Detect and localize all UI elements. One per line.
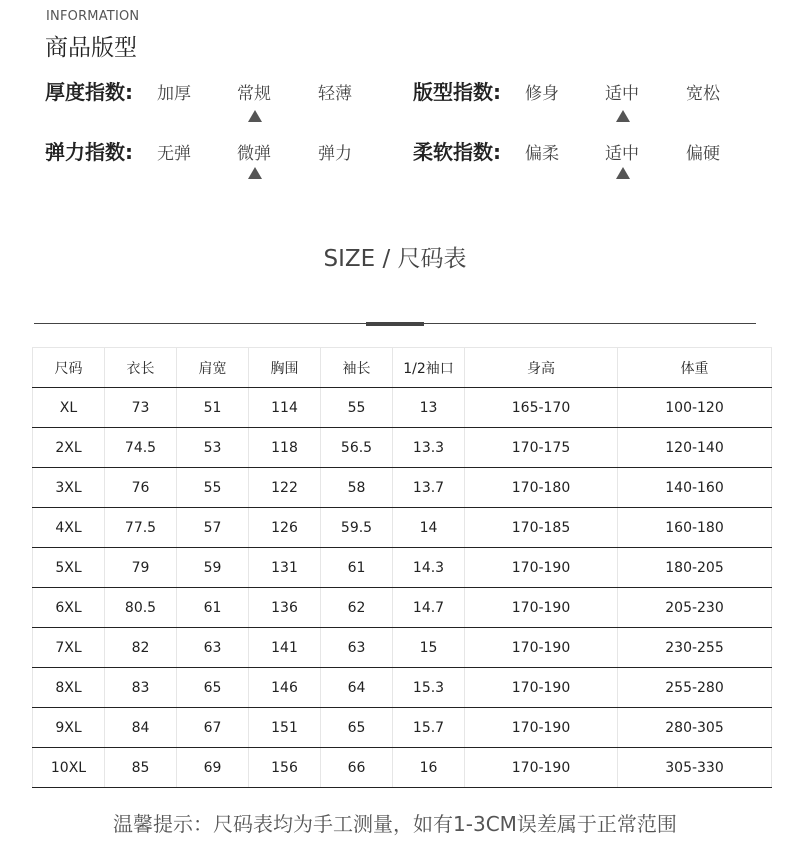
- info-heading-cn: 商品版型: [45, 35, 137, 61]
- table-cell: 280-305: [618, 708, 772, 748]
- table-cell: XL: [33, 388, 105, 428]
- table-cell: 170-190: [465, 548, 618, 588]
- table-row: [33, 708, 772, 748]
- table-cell: 170-190: [465, 628, 618, 668]
- table-cell: 13.3: [393, 428, 465, 468]
- table-cell: 82: [105, 628, 177, 668]
- column-header: 肩宽: [177, 348, 249, 388]
- table-cell: 170-190: [465, 748, 618, 788]
- table-cell: 15.7: [393, 708, 465, 748]
- table-cell: 59.5: [321, 508, 393, 548]
- table-cell: 180-205: [618, 548, 772, 588]
- table-cell: 170-185: [465, 508, 618, 548]
- table-cell: 100-120: [618, 388, 772, 428]
- table-cell: 13: [393, 388, 465, 428]
- table-cell: 67: [177, 708, 249, 748]
- column-header: 身高: [465, 348, 618, 388]
- table-cell: 10XL: [33, 748, 105, 788]
- table-cell: 141: [249, 628, 321, 668]
- attr-elasticity-option: 弹力: [318, 144, 352, 164]
- table-cell: 57: [177, 508, 249, 548]
- attr-softness-option: 偏硬: [686, 144, 720, 164]
- table-cell: 120-140: [618, 428, 772, 468]
- size-chart-title: SIZE / 尺码表: [323, 246, 467, 272]
- attr-fit-option: 宽松: [686, 84, 720, 104]
- table-row: [33, 748, 772, 788]
- column-header: 衣长: [105, 348, 177, 388]
- column-header: 尺码: [33, 348, 105, 388]
- table-cell: 170-180: [465, 468, 618, 508]
- table-cell: 165-170: [465, 388, 618, 428]
- table-cell: 56.5: [321, 428, 393, 468]
- table-cell: 55: [177, 468, 249, 508]
- table-row: [33, 628, 772, 668]
- attr-thickness-label: 厚度指数:: [45, 80, 133, 104]
- attr-thickness-option: 加厚: [157, 84, 191, 104]
- table-cell: 6XL: [33, 588, 105, 628]
- table-cell: 85: [105, 748, 177, 788]
- table-row: [33, 388, 772, 428]
- size-table: [32, 347, 772, 788]
- table-cell: 7XL: [33, 628, 105, 668]
- attr-softness-option: 偏柔: [525, 144, 559, 164]
- table-cell: 4XL: [33, 508, 105, 548]
- attr-elasticity-label: 弹力指数:: [45, 140, 133, 164]
- table-cell: 156: [249, 748, 321, 788]
- table-row: [33, 588, 772, 628]
- selected-indicator-triangle-icon: [616, 110, 630, 122]
- table-cell: 255-280: [618, 668, 772, 708]
- selected-indicator-triangle-icon: [616, 167, 630, 179]
- column-header: 袖长: [321, 348, 393, 388]
- table-cell: 64: [321, 668, 393, 708]
- table-cell: 53: [177, 428, 249, 468]
- table-cell: 305-330: [618, 748, 772, 788]
- table-cell: 61: [177, 588, 249, 628]
- table-cell: 63: [177, 628, 249, 668]
- table-cell: 140-160: [618, 468, 772, 508]
- table-cell: 74.5: [105, 428, 177, 468]
- attr-elasticity-option: 微弹: [237, 144, 271, 164]
- table-row: [33, 428, 772, 468]
- table-cell: 76: [105, 468, 177, 508]
- attr-fit-label: 版型指数:: [413, 80, 501, 104]
- attr-elasticity-option: 无弹: [157, 144, 191, 164]
- attr-thickness-option: 轻薄: [318, 84, 352, 104]
- table-cell: 170-190: [465, 708, 618, 748]
- table-cell: 126: [249, 508, 321, 548]
- table-cell: 63: [321, 628, 393, 668]
- column-header: 胸围: [249, 348, 321, 388]
- table-cell: 205-230: [618, 588, 772, 628]
- table-cell: 16: [393, 748, 465, 788]
- selected-indicator-triangle-icon: [248, 167, 262, 179]
- table-cell: 65: [321, 708, 393, 748]
- section-divider-accent: [366, 322, 424, 326]
- table-cell: 84: [105, 708, 177, 748]
- table-cell: 122: [249, 468, 321, 508]
- table-cell: 14: [393, 508, 465, 548]
- table-cell: 77.5: [105, 508, 177, 548]
- table-row: [33, 508, 772, 548]
- column-header: 1/2袖口: [393, 348, 465, 388]
- table-cell: 114: [249, 388, 321, 428]
- table-header-row: [33, 348, 772, 388]
- table-cell: 230-255: [618, 628, 772, 668]
- table-cell: 65: [177, 668, 249, 708]
- table-cell: 80.5: [105, 588, 177, 628]
- table-cell: 170-175: [465, 428, 618, 468]
- table-cell: 73: [105, 388, 177, 428]
- table-cell: 83: [105, 668, 177, 708]
- info-heading-en: INFORMATION: [46, 9, 140, 24]
- table-cell: 14.7: [393, 588, 465, 628]
- table-cell: 62: [321, 588, 393, 628]
- table-cell: 146: [249, 668, 321, 708]
- table-cell: 14.3: [393, 548, 465, 588]
- table-cell: 13.7: [393, 468, 465, 508]
- table-cell: 170-190: [465, 668, 618, 708]
- attr-fit-option: 修身: [525, 84, 559, 104]
- table-cell: 2XL: [33, 428, 105, 468]
- table-cell: 118: [249, 428, 321, 468]
- table-cell: 59: [177, 548, 249, 588]
- table-cell: 51: [177, 388, 249, 428]
- table-cell: 61: [321, 548, 393, 588]
- table-row: [33, 548, 772, 588]
- attr-fit-option: 适中: [605, 84, 639, 104]
- table-cell: 55: [321, 388, 393, 428]
- attr-thickness-option: 常规: [237, 84, 271, 104]
- table-cell: 131: [249, 548, 321, 588]
- table-row: [33, 468, 772, 508]
- measurement-note: 温馨提示：尺码表均为手工测量，如有1-3CM误差属于正常范围: [113, 812, 677, 836]
- table-cell: 170-190: [465, 588, 618, 628]
- table-row: [33, 668, 772, 708]
- table-cell: 79: [105, 548, 177, 588]
- table-cell: 15: [393, 628, 465, 668]
- column-header: 体重: [618, 348, 772, 388]
- table-cell: 58: [321, 468, 393, 508]
- table-cell: 15.3: [393, 668, 465, 708]
- attr-softness-option: 适中: [605, 144, 639, 164]
- table-cell: 9XL: [33, 708, 105, 748]
- table-cell: 151: [249, 708, 321, 748]
- table-cell: 8XL: [33, 668, 105, 708]
- table-cell: 69: [177, 748, 249, 788]
- attr-softness-label: 柔软指数:: [413, 140, 501, 164]
- table-cell: 136: [249, 588, 321, 628]
- selected-indicator-triangle-icon: [248, 110, 262, 122]
- table-cell: 160-180: [618, 508, 772, 548]
- table-cell: 3XL: [33, 468, 105, 508]
- table-cell: 5XL: [33, 548, 105, 588]
- table-cell: 66: [321, 748, 393, 788]
